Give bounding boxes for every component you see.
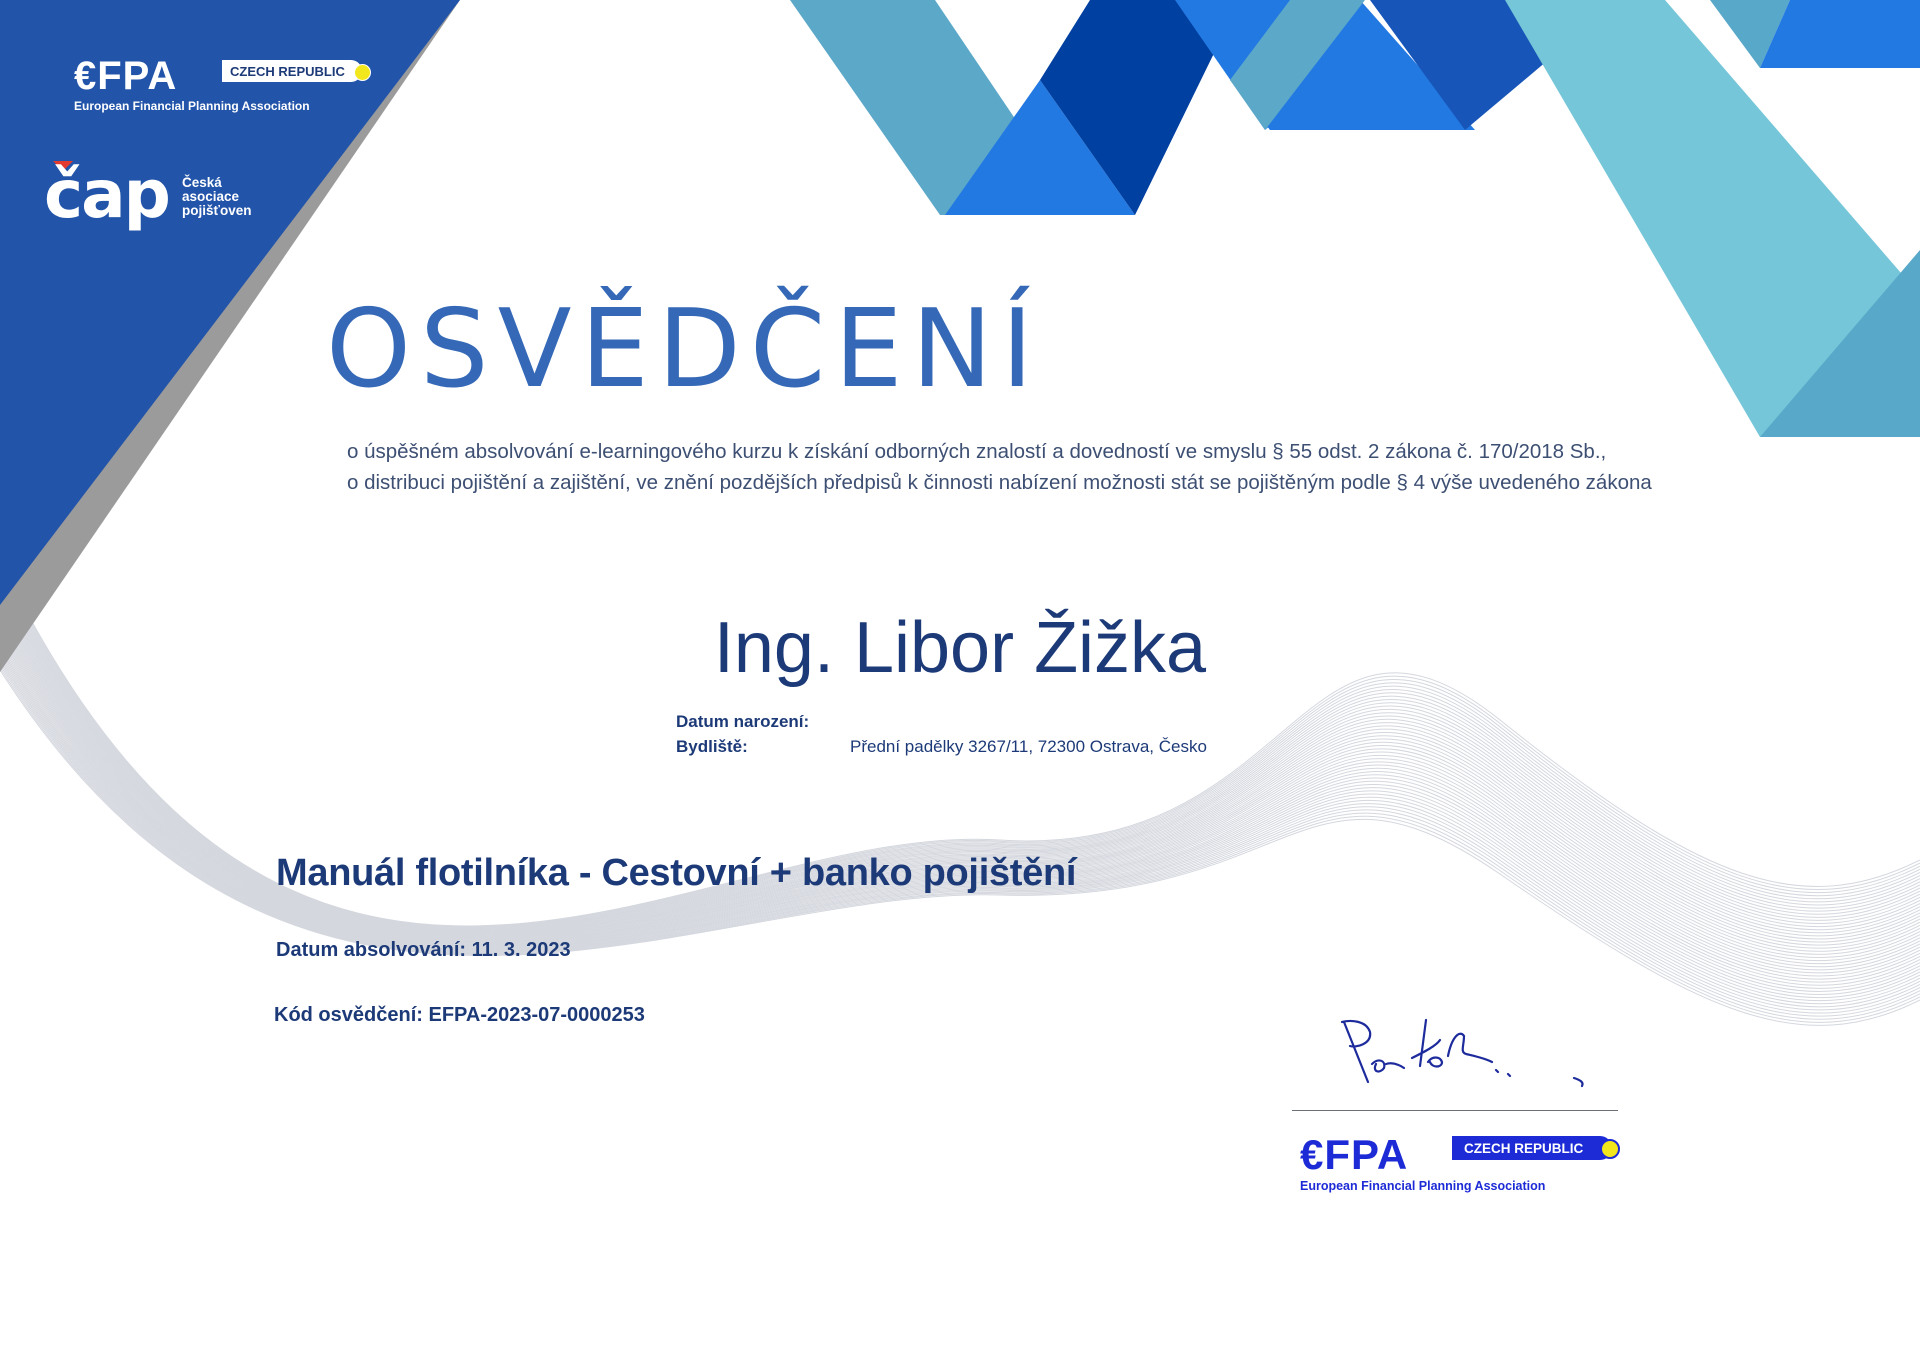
wave-line <box>0 641 1920 989</box>
residence-value: Přední padělky 3267/11, 72300 Ostrava, Česko <box>850 737 1207 756</box>
cap-wordmark: čap <box>44 156 169 233</box>
wave-line <box>0 638 1920 985</box>
certificate-code: Kód osvědčení: EFPA-2023-07-0000253 <box>274 1004 645 1026</box>
signature-line <box>1292 1110 1618 1111</box>
certificate-subtitle <box>347 436 1707 498</box>
efpa-tag: CZECH REPUBLIC <box>1464 1141 1584 1156</box>
signature-mark <box>1342 1020 1583 1086</box>
efpa-logo-bottom <box>1300 1131 1630 1196</box>
efpa-subtitle: European Financial Planning Association <box>74 99 310 113</box>
efpa-subtitle: European Financial Planning Association <box>1300 1179 1546 1193</box>
recipient-name: Ing. Libor Žižka <box>713 608 1207 688</box>
efpa-dot <box>1600 1139 1620 1159</box>
completion-date: Datum absolvování: 11. 3. 2023 <box>276 939 571 961</box>
wave-line <box>0 670 1920 1025</box>
birth-date-label: Datum narození: <box>676 712 810 731</box>
cap-subtitle-line2: asociace <box>182 189 240 204</box>
subtitle-line-2: o distribuci pojištění a zajištění, ve znění pozdějších předpisů k činnosti nabízení možnosti stát se pojištěným podle § 4 výše uvedeného zákona <box>347 471 1652 494</box>
residence-label: Bydliště: <box>676 737 748 756</box>
efpa-dot <box>354 64 371 81</box>
efpa-tag: CZECH REPUBLIC <box>230 64 345 79</box>
course-name: Manuál flotilníka - Cestovní + banko pojištění <box>276 852 1077 894</box>
certificate-title: OSVĚDČENÍ <box>326 287 1043 412</box>
subtitle-line-1: o úspěšném absolvování e-learningového kurzu k získání odborných znalostí a dovedností ve smyslu § 55 odst. 2 zákona č. 170/2018 Sb., <box>347 440 1607 463</box>
cap-subtitle-line1: Česká <box>182 175 222 190</box>
efpa-logo-top <box>74 56 384 118</box>
cap-logo <box>44 158 264 238</box>
cap-subtitle-line3: pojišťoven <box>182 203 252 218</box>
efpa-wordmark: €FPA <box>1300 1131 1409 1178</box>
cap-subtitle <box>182 176 251 218</box>
efpa-wordmark: €FPA <box>74 54 178 98</box>
